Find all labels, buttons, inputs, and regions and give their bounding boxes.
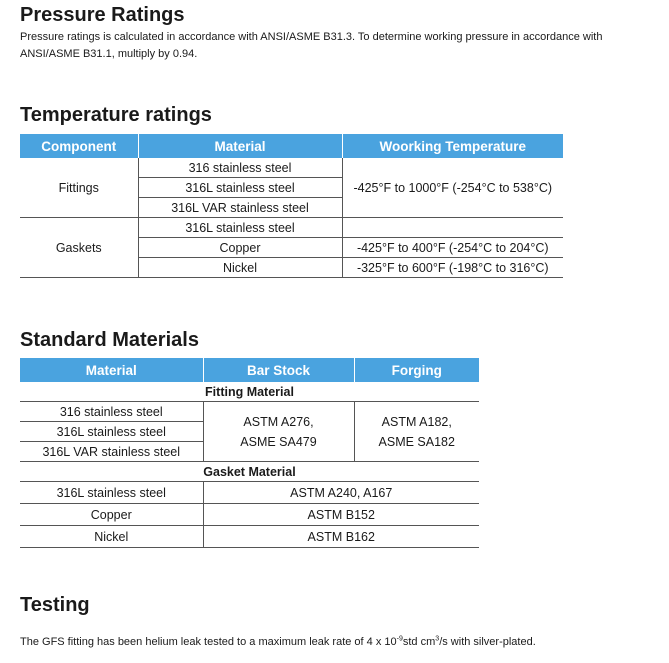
spec-cell: ASTM A240, A167 [203, 482, 479, 504]
testing-text-part: /s with silver-plated. [439, 636, 536, 648]
testing-text [20, 634, 650, 651]
table-row [20, 462, 479, 482]
material-cell: Copper [20, 504, 203, 526]
table-row [20, 402, 479, 422]
temperature-ratings-heading: Temperature ratings [20, 104, 212, 126]
gaskets-label: Gaskets [20, 218, 138, 278]
bar-stock-line2: ASME SA479 [240, 434, 317, 449]
material-cell: 316L stainless steel [138, 218, 342, 238]
standard-materials-table [20, 358, 479, 548]
leak-rate-exponent: -9 [396, 635, 403, 643]
material-cell: 316L stainless steel [20, 482, 203, 504]
temperature-ratings-table [20, 134, 563, 278]
material-cell: 316L stainless steel [20, 422, 203, 442]
material-cell: 316L stainless steel [138, 178, 342, 198]
testing-text-part: The GFS fitting has been helium leak tested to a maximum leak rate of 4 x 10 [20, 636, 397, 648]
forging-line2: ASME SA182 [378, 434, 455, 449]
header-material: Material [20, 358, 203, 382]
material-cell: 316 stainless steel [20, 402, 203, 422]
fitting-material-section: Fitting Material [20, 382, 479, 402]
pressure-ratings-heading: Pressure Ratings [20, 4, 185, 26]
header-bar-stock: Bar Stock [203, 358, 354, 382]
spec-cell: ASTM B152 [203, 504, 479, 526]
material-cell: Copper [138, 238, 342, 258]
table-row [20, 158, 563, 178]
bar-stock-spec [203, 402, 354, 462]
header-forging: Forging [354, 358, 479, 382]
table-row [20, 382, 479, 402]
header-material: Material [138, 134, 342, 158]
gasket-material-section: Gasket Material [20, 462, 479, 482]
unit-exponent: 3 [435, 635, 440, 643]
material-cell: 316 stainless steel [138, 158, 342, 178]
header-component: Component [20, 134, 138, 158]
standard-materials-heading: Standard Materials [20, 329, 199, 351]
temperature-cell: -325°F to 600°F (-198°C to 316°C) [342, 258, 563, 278]
table-row [20, 504, 479, 526]
testing-text-part: std cm [402, 636, 436, 648]
bar-stock-line1: ASTM A276, [243, 414, 314, 429]
material-cell: 316L VAR stainless steel [138, 198, 342, 218]
temperature-header-row [20, 134, 563, 158]
material-cell: 316L VAR stainless steel [20, 442, 203, 462]
material-cell: Nickel [138, 258, 342, 278]
fittings-label: Fittings [20, 158, 138, 218]
forging-spec [354, 402, 479, 462]
fittings-temperature: -425°F to 1000°F (-254°C to 538°C) [342, 158, 563, 218]
temperature-cell [342, 218, 563, 238]
forging-line1: ASTM A182, [381, 414, 452, 429]
materials-header-row [20, 358, 479, 382]
table-row [20, 526, 479, 548]
table-row [20, 482, 479, 504]
header-working-temperature: Woorking Temperature [342, 134, 563, 158]
table-row [20, 218, 563, 238]
pressure-ratings-text: Pressure ratings is calculated in accordance with ANSI/ASME B31.3. To determine working pressure in accordance with ANSI/ASME B31.1, multiply by 0.94. [20, 31, 603, 60]
spec-cell: ASTM B162 [203, 526, 479, 548]
material-cell: Nickel [20, 526, 203, 548]
temperature-cell: -425°F to 400°F (-254°C to 204°C) [342, 238, 563, 258]
testing-heading: Testing [20, 594, 90, 616]
